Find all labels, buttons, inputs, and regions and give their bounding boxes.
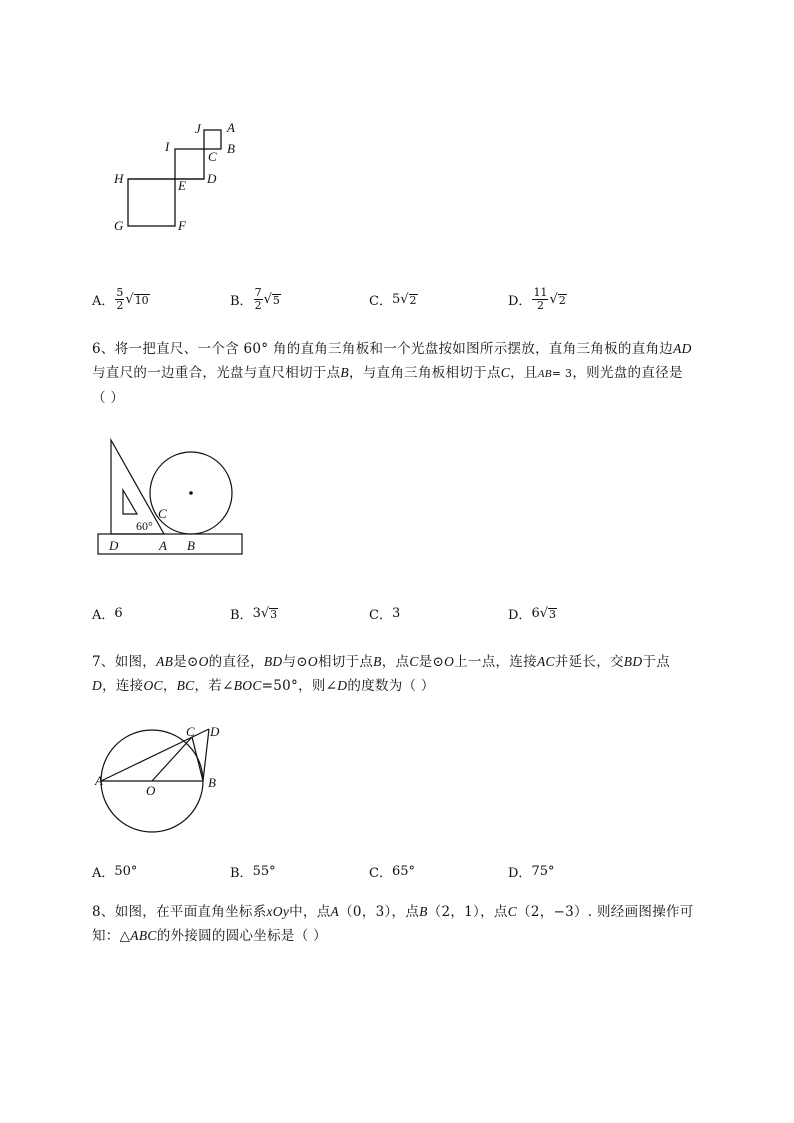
q6-line-2: 与直尺的一边重合，光盘与直尺相切于点B，与直角三角板相切于点C，且AB= 3，则光盘的直径是 [92,365,683,381]
label-O: O [146,783,156,798]
q7-line-2: D，连接OC，BC，若∠BOC=50°，则∠D的度数为（ ） [92,678,435,694]
sqrt: √ 2 [400,291,417,307]
sqrt: √ 2 [549,291,566,307]
label-F: F [178,218,186,233]
label-B: B [208,775,216,790]
q5-option-a[interactable]: A． $\frac{5}{2}$ √ 10 [92,285,149,312]
sqrt: √ 10 [125,291,149,307]
label-C: C [208,149,217,164]
label-A: A [159,538,167,553]
label-D: D [109,538,119,553]
q6-option-d[interactable]: D． 6 √ 3 [508,605,557,623]
fraction: $\frac{11}{2}$ [533,285,548,312]
q6-line-1: 6、将一把直尺、一个含 60° 角的直角三角板和一个光盘按如图所示摆放，直角三角板的直角边AD [92,341,692,357]
q8-line-1: 8、如图，在平面直角坐标系xOy中，点A（0，3），点B（2，1），点C（2，−3）. 则经画图操作可 [92,904,694,920]
q7-figure [92,722,232,837]
q7-line-1: 7、如图，AB是⊙O的直径，BD与⊙O相切于点B，点C是⊙O上一点，连接AC并延长，交BD于点 [92,654,671,670]
sqrt: √ 5 [263,291,280,307]
label-C: C [158,506,167,521]
q7-option-d[interactable]: D． 75° [508,863,555,881]
label-angle: 60° [136,519,153,533]
fraction: $\frac{7}{2}$ [254,285,262,312]
sqrt: √ 3 [539,605,557,621]
q7-option-a[interactable]: A． 50° [92,863,138,881]
label-A: A [227,120,235,135]
q6-option-a[interactable]: A． 6 [92,605,123,623]
ruler [98,534,242,554]
square-medium [175,149,204,179]
q7-question [92,650,742,698]
q8-question [92,900,742,948]
line-bc [192,737,203,781]
label-E: E [178,178,186,193]
square-large [128,179,175,226]
label-I: I [165,139,170,154]
label-J: J [195,121,201,136]
q5-figure [100,115,260,245]
label-B: B [187,538,195,553]
square-small [204,130,221,149]
q5-option-d[interactable]: D． $\frac{11}{2}$ √ 2 [508,285,566,312]
sqrt: √ 3 [260,605,278,621]
q8-line-2: 知：△ABC的外接圆的圆心坐标是（ ） [92,928,327,944]
q5-option-b[interactable]: B． $\frac{7}{2}$ √ 5 [230,285,280,312]
q7-option-c[interactable]: C． 65° [369,863,415,881]
label-H: H [114,171,124,186]
tangent-bd [203,729,209,781]
label-A: A [95,773,103,788]
label-D: D [210,724,220,739]
q6-option-b[interactable]: B． 3 √ 3 [230,605,278,623]
q6-figure [95,438,255,563]
q6-line-3: （ ） [92,390,125,406]
fraction: $\frac{5}{2}$ [116,285,124,312]
q7-option-b[interactable]: B． 55° [230,863,276,881]
label-B: B [227,141,235,156]
line-oc [152,737,192,781]
set-square-hole [123,490,137,514]
label-G: G [114,218,124,233]
q6-question [92,337,742,410]
disc-center [189,491,193,495]
q5-option-c[interactable]: C． 5 √ 2 [369,291,417,309]
q6-option-c[interactable]: C． 3 [369,605,401,623]
label-D: D [207,171,217,186]
label-C: C [186,724,195,739]
